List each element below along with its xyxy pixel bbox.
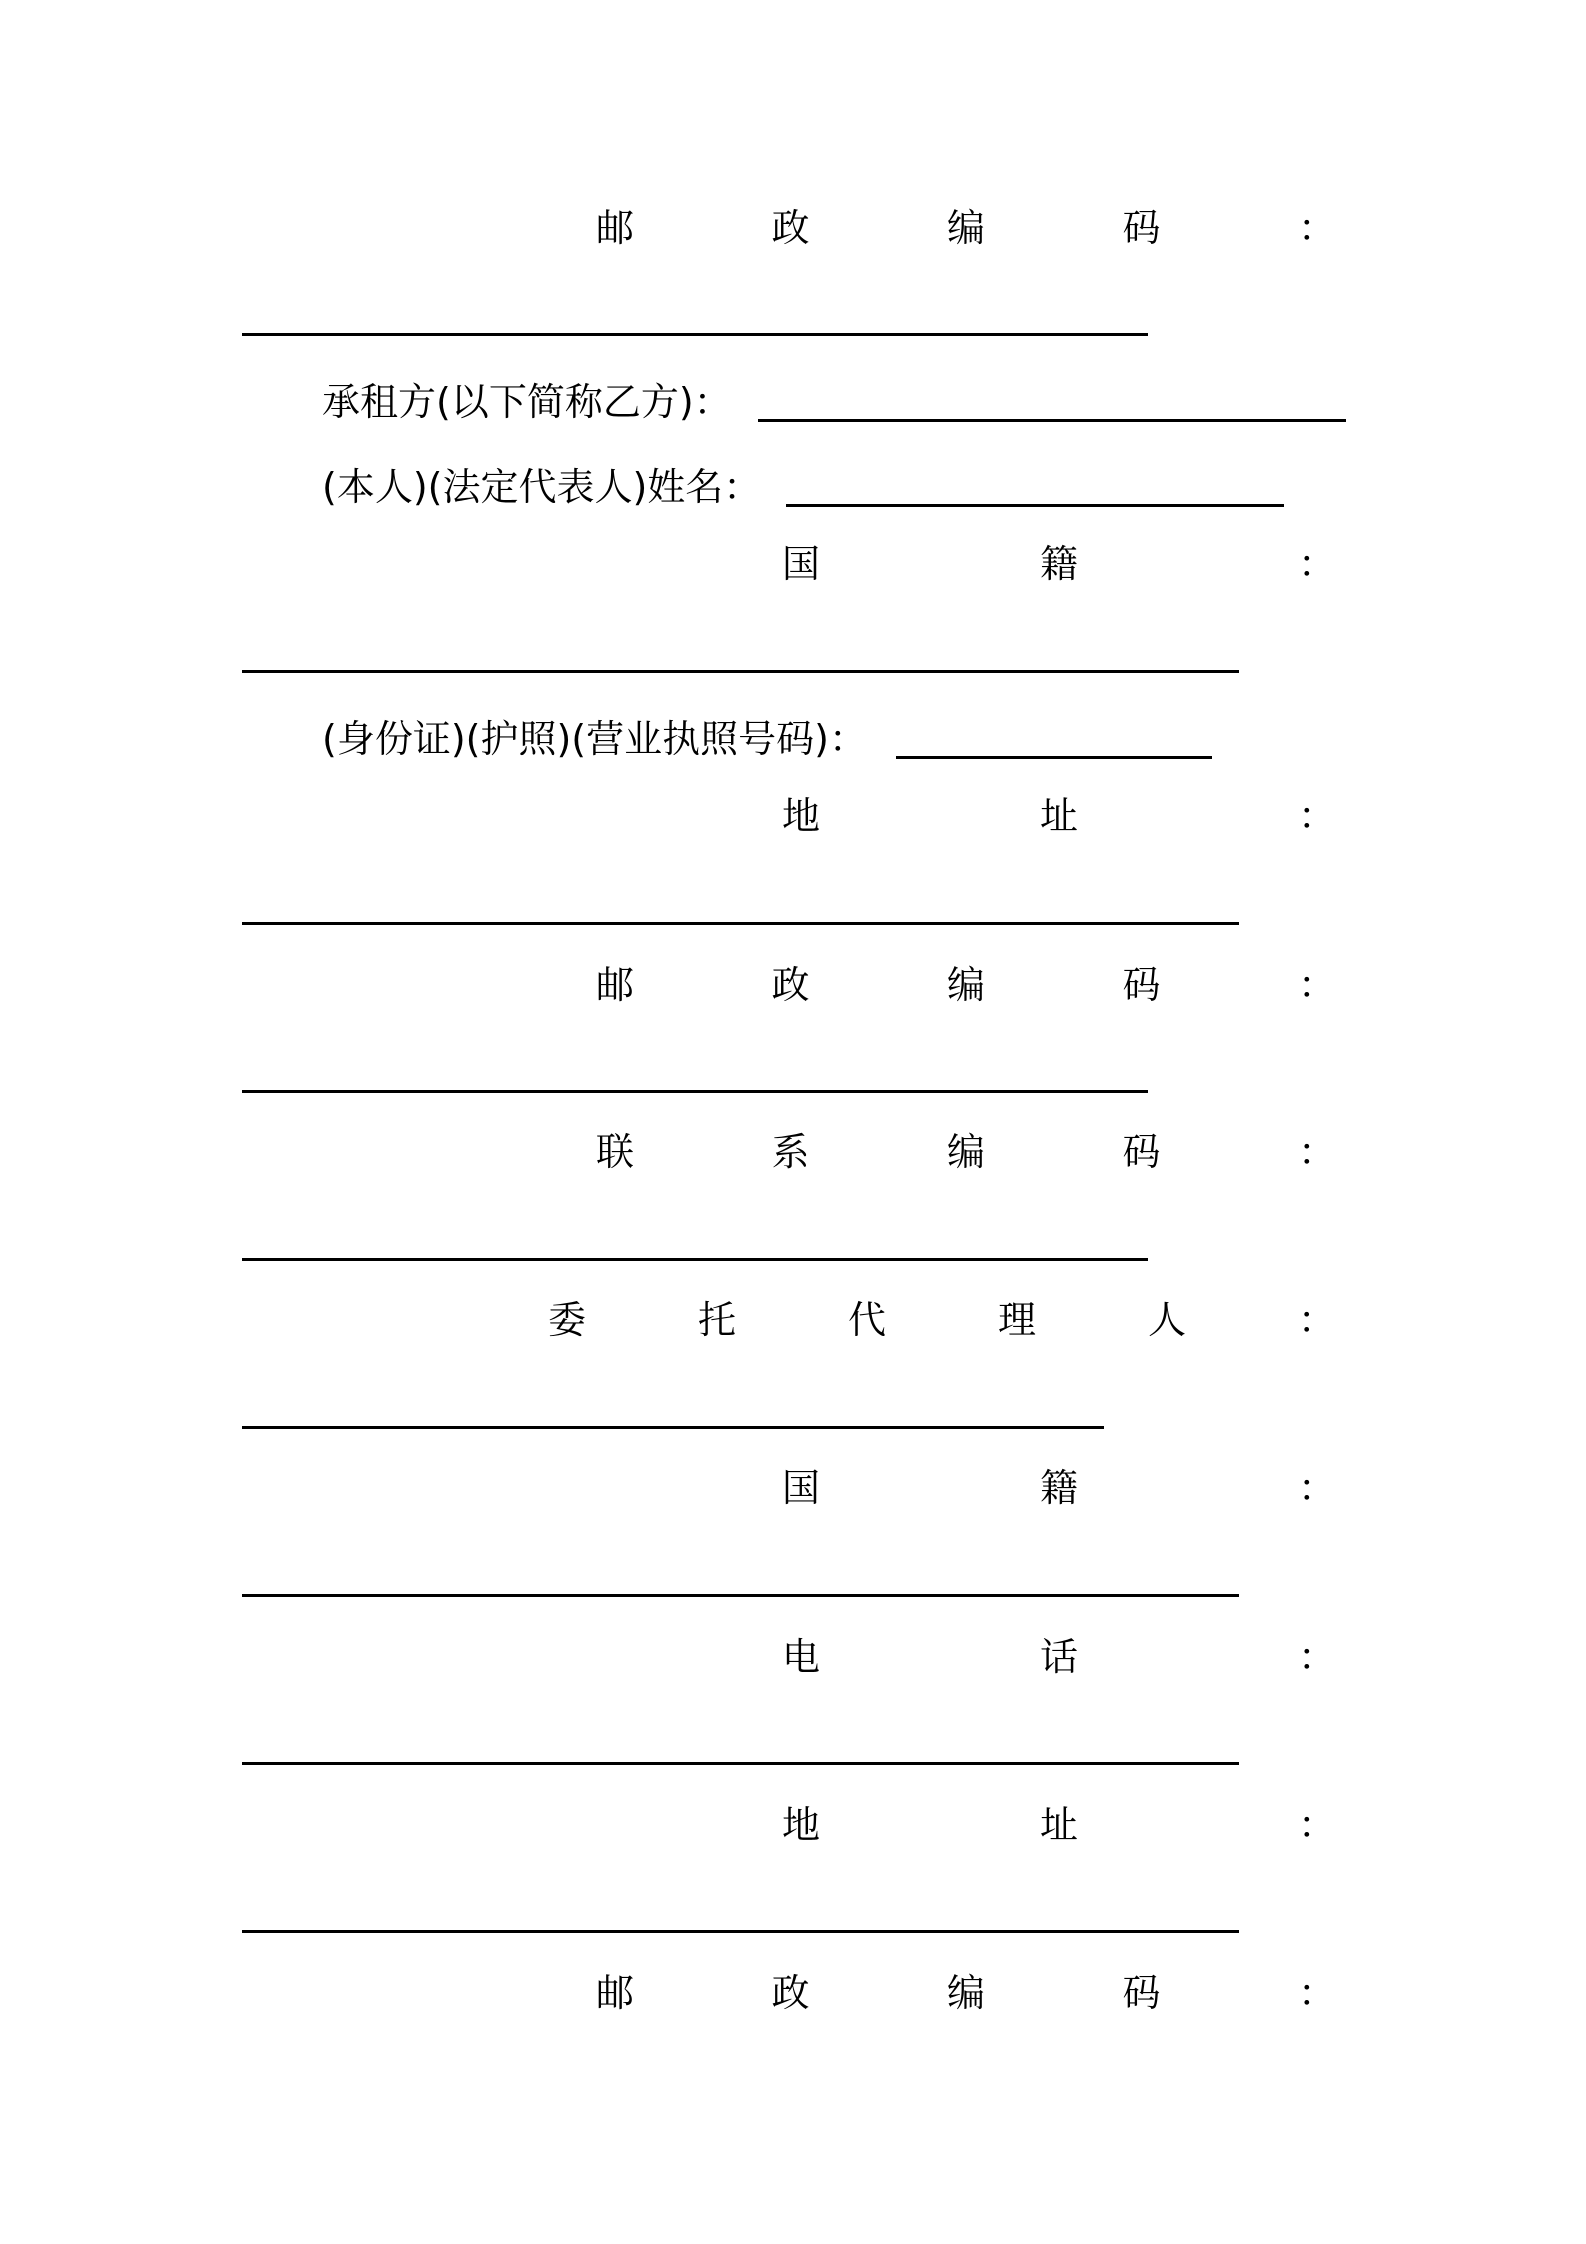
label-char: 系 <box>771 1130 810 1174</box>
legal-rep-name-blank[interactable] <box>786 504 1284 507</box>
lessee-label: 承租方(以下简称乙方)： <box>322 380 732 424</box>
label-char: 编 <box>946 963 985 1007</box>
label-char: 地 <box>782 794 821 838</box>
label-char: 码 <box>1122 206 1161 250</box>
id-number-label: (身份证)(护照)(营业执照号码)： <box>322 717 867 761</box>
label-char: 代 <box>847 1298 886 1342</box>
agent-label <box>548 1290 1336 1350</box>
postal-code-label-2 <box>596 955 1336 1015</box>
label-char: 邮 <box>596 963 635 1007</box>
label-colon: ： <box>1297 1466 1336 1510</box>
label-colon: ： <box>1297 1635 1336 1679</box>
id-number-blank[interactable] <box>896 756 1212 759</box>
label-colon: ： <box>1297 206 1336 250</box>
label-char: 政 <box>771 963 810 1007</box>
address-label-2 <box>782 1795 1336 1855</box>
postal-code-blank-2[interactable] <box>242 1090 1148 1093</box>
label-colon: ： <box>1297 1803 1336 1847</box>
label-char: 码 <box>1122 963 1161 1007</box>
label-char: 委 <box>548 1298 587 1342</box>
label-char: 邮 <box>596 1971 635 2015</box>
label-char: 编 <box>946 1971 985 2015</box>
label-char: 编 <box>946 1130 985 1174</box>
label-char: 话 <box>1039 1635 1078 1679</box>
phone-label <box>782 1627 1336 1687</box>
label-colon: ： <box>1297 1298 1336 1342</box>
address-label-1 <box>782 786 1336 846</box>
label-char: 籍 <box>1039 1466 1078 1510</box>
label-colon: ： <box>1297 542 1336 586</box>
label-char: 邮 <box>596 206 635 250</box>
contact-code-label <box>596 1122 1336 1182</box>
nationality-blank-2[interactable] <box>242 1594 1239 1597</box>
legal-rep-name-label: (本人)(法定代表人)姓名： <box>322 465 762 509</box>
label-char: 人 <box>1147 1298 1186 1342</box>
label-colon: ： <box>1297 1130 1336 1174</box>
label-char: 理 <box>997 1298 1036 1342</box>
label-char: 国 <box>782 542 821 586</box>
label-char: 址 <box>1039 1803 1078 1847</box>
label-char: 托 <box>697 1298 736 1342</box>
postal-code-label-3 <box>596 1963 1336 2023</box>
label-char: 编 <box>946 206 985 250</box>
label-char: 籍 <box>1039 542 1078 586</box>
label-char: 地 <box>782 1803 821 1847</box>
label-colon: ： <box>1297 963 1336 1007</box>
nationality-blank-1[interactable] <box>242 670 1239 673</box>
address-blank-1[interactable] <box>242 922 1239 925</box>
label-char: 政 <box>771 1971 810 2015</box>
label-colon: ： <box>1297 794 1336 838</box>
nationality-label-1 <box>782 534 1336 594</box>
postal-code-label-1 <box>596 198 1336 258</box>
lessee-blank[interactable] <box>758 419 1346 422</box>
label-char: 国 <box>782 1466 821 1510</box>
label-char: 电 <box>782 1635 821 1679</box>
phone-blank[interactable] <box>242 1762 1239 1765</box>
label-char: 址 <box>1039 794 1078 838</box>
nationality-label-2 <box>782 1458 1336 1518</box>
label-char: 联 <box>596 1130 635 1174</box>
agent-blank[interactable] <box>242 1426 1104 1429</box>
address-blank-2[interactable] <box>242 1930 1239 1933</box>
label-char: 政 <box>771 206 810 250</box>
label-char: 码 <box>1122 1971 1161 2015</box>
label-colon: ： <box>1297 1971 1336 2015</box>
contact-code-blank[interactable] <box>242 1258 1148 1261</box>
label-char: 码 <box>1122 1130 1161 1174</box>
postal-code-blank-1[interactable] <box>242 333 1148 336</box>
